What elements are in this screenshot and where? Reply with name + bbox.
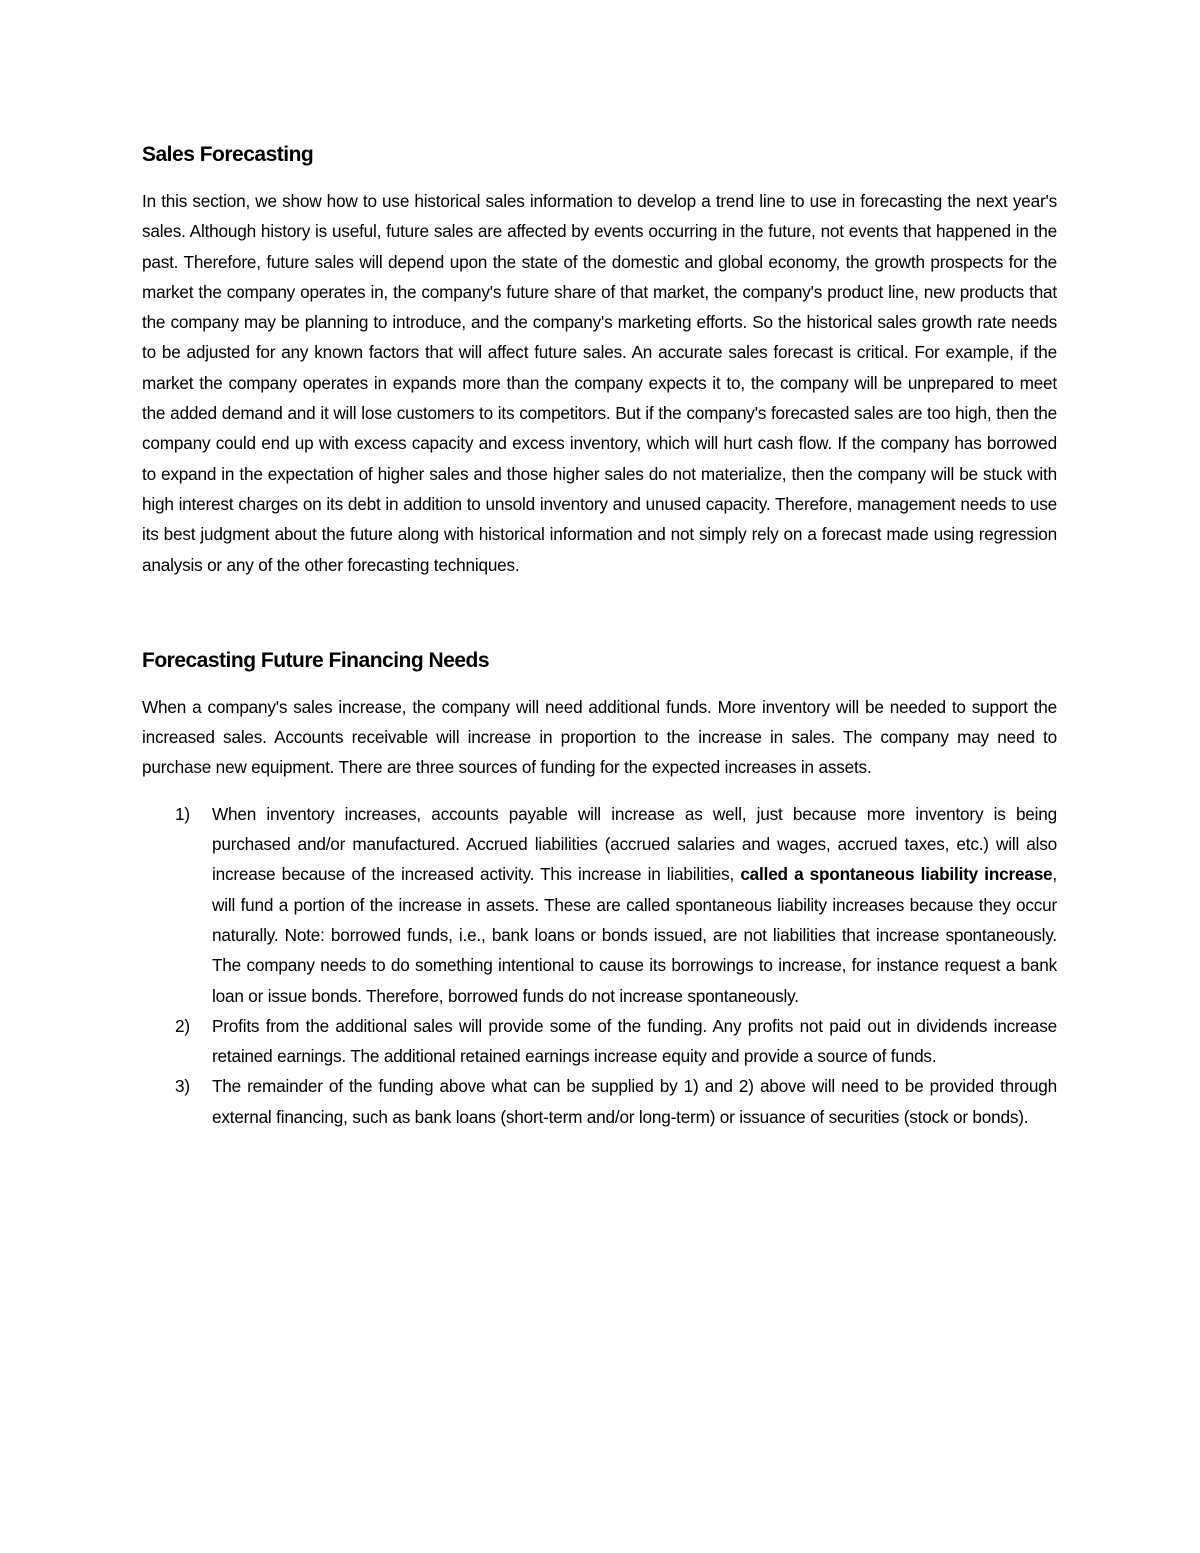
sales-forecasting-paragraph: In this section, we show how to use historical sales information to develop a trend line to use in forecasting the next year's sales. Although history is useful, future sales are affected by events occurring in the future, not events that happened in the past. Therefore, future sales will depend upon the state of the domestic and global economy, the growth prospects for the market the company operates in, the company's future share of that market, the company's product line, new products that the company may be planning to introduce, and the company's marketing efforts. So the historical sales growth rate needs to be adjusted for any known factors that will affect future sales. An accurate sales forecast is critical. For example, if the market the company operates in expands more than the company expects it to, the company will be unprepared to meet the added demand and it will lose customers to its competitors. But if the company's forecasted sales are too high, then the company could end up with excess capacity and excess inventory, which will hurt cash flow. If the company has borrowed to expand in the expectation of higher sales and those higher sales do not materialize, then the company will be stuck with high interest charges on its debt in addition to unsold inventory and unused capacity. Therefore, management needs to use its best judgment about the future along with historical information and not simply rely on a forecast made using regression analysis or any of the other forecasting techniques.	[142, 191, 1057, 575]
list-item-text: When inventory increases, accounts payable will increase as well, just because more inventory is being purchased and/or manufactured. Accrued liabilities (accrued salaries and wages, accrued taxes, etc.) will also increase because of the increased activity. This increase in liabilities,	[212, 803, 1057, 885]
funding-sources-list	[142, 799, 1057, 1132]
list-item-number: 3)	[175, 1076, 190, 1097]
list-item-text: The remainder of the funding above what can be supplied by 1) and 2) above will need to be provided through external financing, such as bank loans (short-term and/or long-term) or issuance of securities (stock or bonds).	[212, 1076, 1057, 1127]
list-item-number: 2)	[175, 1015, 190, 1036]
list-item-number: 1)	[175, 803, 190, 824]
list-item	[142, 1071, 1057, 1132]
section-heading-financing-needs: Forecasting Future Financing Needs	[142, 648, 490, 672]
list-item-text-continued: , will fund a portion of the increase in assets. These are called spontaneous liability increases because they occur naturally. Note: borrowed funds, i.e., bank loans or bonds issued, are not liabilities that increase spontaneously. The company needs to do something intentional to cause its borrowings to increase, for instance request a bank loan or issue bonds. Therefore, borrowed funds do not increase spontaneously.	[212, 864, 1057, 1006]
section-heading-sales-forecasting: Sales Forecasting	[142, 143, 314, 166]
list-item	[142, 799, 1057, 1011]
list-item-text: Profits from the additional sales will provide some of the funding. Any profits not paid out in dividends increase retained earnings. The additional retained earnings increase equity and provide a source of funds.	[212, 1015, 1057, 1067]
list-item	[142, 1011, 1057, 1072]
financing-needs-paragraph: When a company's sales increase, the company will need additional funds. More inventory will be needed to support the increased sales. Accounts receivable will increase in proportion to the increase in sales. The company may need to purchase new equipment. There are three sources of funding for the expected increases in assets.	[142, 696, 1057, 778]
list-item-bold-text: called a spontaneous liability increase	[740, 864, 1053, 885]
document-page	[142, 140, 1057, 1132]
